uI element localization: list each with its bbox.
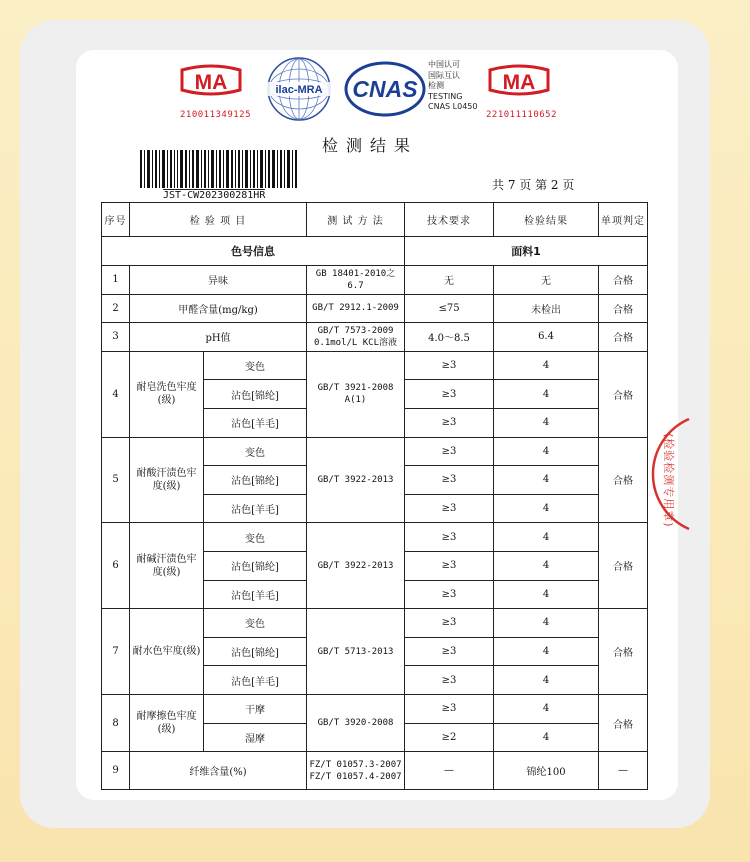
row-method bbox=[307, 752, 405, 790]
sub-item: 变色 bbox=[204, 523, 307, 552]
row-judgement: 合格 bbox=[599, 294, 648, 323]
sub-item: 干摩 bbox=[204, 694, 307, 723]
row-item: 耐水色牢度(级) bbox=[130, 609, 204, 695]
sub-item: 变色 bbox=[204, 609, 307, 638]
row-method bbox=[307, 351, 405, 437]
cnas-caption-line: TESTING bbox=[428, 91, 463, 101]
row-result: 未检出 bbox=[494, 294, 599, 323]
sub-result: 4 bbox=[494, 694, 599, 723]
row-judgement: 合格 bbox=[599, 694, 648, 751]
cnas-caption-line: 中国认可 bbox=[428, 60, 460, 69]
method-line: FZ/T 01057.4-2007 bbox=[309, 771, 402, 782]
sub-result: 4 bbox=[494, 437, 599, 466]
sub-requirement: ≥3 bbox=[405, 408, 494, 437]
row-requirement: 无 bbox=[405, 266, 494, 295]
row-method: GB/T 2912.1-2009 bbox=[307, 294, 405, 323]
table-row bbox=[102, 323, 648, 352]
sub-requirement: ≥3 bbox=[405, 580, 494, 609]
row-no: 4 bbox=[102, 351, 130, 437]
row-judgement: — bbox=[599, 752, 648, 790]
seal-stamp-text: (检验检测专用章) bbox=[662, 433, 675, 528]
row-requirement: 4.0～8.5 bbox=[405, 323, 494, 352]
sub-requirement: ≥3 bbox=[405, 694, 494, 723]
table-row bbox=[102, 294, 648, 323]
method-line: GB/T 7573-2009 bbox=[317, 325, 394, 336]
sub-requirement: ≥3 bbox=[405, 380, 494, 409]
sub-result: 4 bbox=[494, 523, 599, 552]
sub-requirement: ≥3 bbox=[405, 666, 494, 695]
ma-right-number: 221011110652 bbox=[486, 110, 558, 120]
sub-item: 变色 bbox=[204, 351, 307, 380]
method-line: 0.1mol/L KCL溶液 bbox=[314, 337, 398, 348]
row-no: 3 bbox=[102, 323, 130, 352]
row-judgement: 合格 bbox=[599, 266, 648, 295]
header-item: 检 验 项 目 bbox=[130, 203, 307, 237]
row-no: 9 bbox=[102, 752, 130, 790]
table-row bbox=[102, 609, 648, 638]
table-row bbox=[102, 266, 648, 295]
table-row bbox=[102, 351, 648, 380]
sub-item: 沾色[锦纶] bbox=[204, 551, 307, 580]
row-item: 耐酸汗渍色牢度(级) bbox=[130, 437, 204, 523]
row-method: GB/T 3922-2013 bbox=[307, 523, 405, 609]
row-no: 6 bbox=[102, 523, 130, 609]
seal-stamp bbox=[651, 415, 691, 533]
row-judgement: 合格 bbox=[599, 437, 648, 523]
sub-result: 4 bbox=[494, 466, 599, 495]
row-result: 无 bbox=[494, 266, 599, 295]
method-line: A(1) bbox=[344, 395, 367, 406]
sub-result: 4 bbox=[494, 551, 599, 580]
page-title: 检测结果 bbox=[321, 136, 418, 155]
sub-item: 沾色[锦纶] bbox=[204, 466, 307, 495]
table-header-row bbox=[102, 203, 648, 237]
header-requirement: 技术要求 bbox=[405, 203, 494, 237]
sub-result: 4 bbox=[494, 580, 599, 609]
sub-requirement: ≥3 bbox=[405, 551, 494, 580]
row-requirement: ≤75 bbox=[405, 294, 494, 323]
sub-item: 沾色[羊毛] bbox=[204, 408, 307, 437]
row-item: 异味 bbox=[130, 266, 307, 295]
header-judgement: 单项判定 bbox=[599, 203, 648, 237]
ma-left-number: 210011349125 bbox=[180, 110, 252, 120]
sub-item: 沾色[羊毛] bbox=[204, 666, 307, 695]
row-item: 耐摩擦色牢度(级) bbox=[130, 694, 204, 751]
row-judgement: 合格 bbox=[599, 323, 648, 352]
row-method: GB/T 3922-2013 bbox=[307, 437, 405, 523]
row-result: 锦纶100 bbox=[494, 752, 599, 790]
row-no: 5 bbox=[102, 437, 130, 523]
cnas-caption-line: 国际互认 bbox=[428, 70, 460, 80]
sub-result: 4 bbox=[494, 494, 599, 523]
ilac-mra-logo-text: ilac-MRA bbox=[275, 84, 323, 96]
row-item: 耐碱汗渍色牢度(级) bbox=[130, 523, 204, 609]
ma-logo-left-text: MA bbox=[194, 71, 228, 94]
barcode-icon bbox=[140, 150, 300, 190]
sub-requirement: ≥3 bbox=[405, 494, 494, 523]
header-method: 测 试 方 法 bbox=[307, 203, 405, 237]
section-color-info: 色号信息 bbox=[102, 237, 405, 266]
row-item: 耐皂洗色牢度(级) bbox=[130, 351, 204, 437]
sub-result: 4 bbox=[494, 351, 599, 380]
sub-result: 4 bbox=[494, 380, 599, 409]
sub-result: 4 bbox=[494, 666, 599, 695]
sub-requirement: ≥3 bbox=[405, 523, 494, 552]
sub-requirement: ≥3 bbox=[405, 466, 494, 495]
table-row bbox=[102, 752, 648, 790]
row-requirement: — bbox=[405, 752, 494, 790]
row-method: GB/T 3920-2008 bbox=[307, 694, 405, 751]
sub-requirement: ≥2 bbox=[405, 723, 494, 752]
sub-requirement: ≥3 bbox=[405, 437, 494, 466]
header-no: 序号 bbox=[102, 203, 130, 237]
section-fabric: 面料1 bbox=[405, 237, 648, 266]
sub-result: 4 bbox=[494, 609, 599, 638]
cnas-caption bbox=[428, 60, 477, 113]
row-method: GB/T 5713-2013 bbox=[307, 609, 405, 695]
sub-result: 4 bbox=[494, 408, 599, 437]
cnas-caption-line: CNAS L0450 bbox=[428, 102, 478, 111]
sub-requirement: ≥3 bbox=[405, 637, 494, 666]
sub-item: 变色 bbox=[204, 437, 307, 466]
sub-item: 沾色[羊毛] bbox=[204, 580, 307, 609]
cnas-caption-line: 检测 bbox=[428, 81, 444, 90]
row-item: pH值 bbox=[130, 323, 307, 352]
sub-item: 湿摩 bbox=[204, 723, 307, 752]
table-row bbox=[102, 694, 648, 723]
sub-item: 沾色[羊毛] bbox=[204, 494, 307, 523]
method-line: GB/T 3921-2008 bbox=[317, 383, 394, 394]
sub-item: 沾色[锦纶] bbox=[204, 637, 307, 666]
ma-logo-left bbox=[178, 63, 244, 97]
sub-result: 4 bbox=[494, 723, 599, 752]
row-item: 纤维含量(%) bbox=[130, 752, 307, 790]
ma-logo-right-text: MA bbox=[502, 71, 536, 94]
ma-logo-right bbox=[486, 63, 552, 97]
section-row bbox=[102, 237, 648, 266]
cnas-logo-text: CNAS bbox=[352, 76, 418, 102]
header-result: 检验结果 bbox=[494, 203, 599, 237]
sub-result: 4 bbox=[494, 637, 599, 666]
page-indicator: 共 7 页 第 2 页 bbox=[492, 178, 575, 192]
row-method bbox=[307, 323, 405, 352]
sub-item: 沾色[锦纶] bbox=[204, 380, 307, 409]
row-no: 1 bbox=[102, 266, 130, 295]
results-table bbox=[101, 202, 648, 790]
row-judgement: 合格 bbox=[599, 523, 648, 609]
report-number: JST-CW202300281HR bbox=[163, 190, 266, 201]
table-row bbox=[102, 523, 648, 552]
row-no: 8 bbox=[102, 694, 130, 751]
row-method: GB 18401-2010之6.7 bbox=[307, 266, 405, 295]
row-judgement: 合格 bbox=[599, 351, 648, 437]
row-no: 2 bbox=[102, 294, 130, 323]
method-line: FZ/T 01057.3-2007 bbox=[309, 759, 402, 770]
sub-requirement: ≥3 bbox=[405, 351, 494, 380]
table-row bbox=[102, 437, 648, 466]
row-no: 7 bbox=[102, 609, 130, 695]
row-item: 甲醛含量(mg/kg) bbox=[130, 294, 307, 323]
row-judgement: 合格 bbox=[599, 609, 648, 695]
sub-requirement: ≥3 bbox=[405, 609, 494, 638]
ilac-mra-logo bbox=[266, 56, 332, 122]
cnas-logo bbox=[344, 60, 426, 118]
row-result: 6.4 bbox=[494, 323, 599, 352]
